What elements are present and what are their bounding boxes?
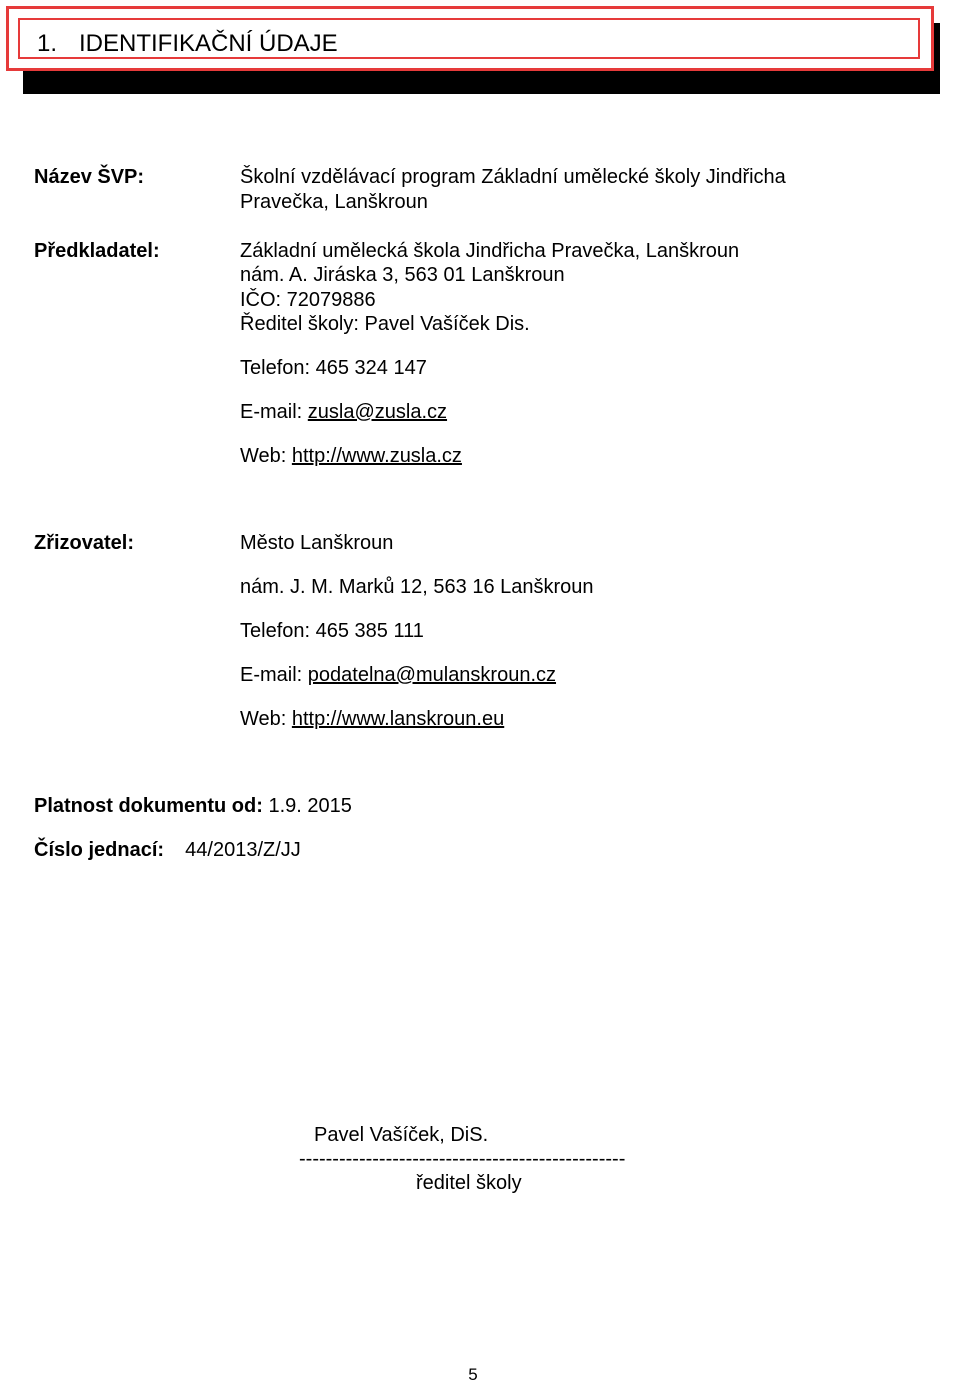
submitter-email-link[interactable]: zusla@zusla.cz bbox=[307, 401, 448, 423]
validity-value: 1.9. 2015 bbox=[268, 795, 352, 817]
submitter-director: Ředitel školy: Pavel Vašíček Dis. bbox=[240, 313, 530, 335]
heading-outer-frame bbox=[6, 6, 934, 71]
submitter-email-row bbox=[240, 400, 447, 424]
reference-label: Číslo jednací: bbox=[34, 839, 165, 861]
signature-role: ředitel školy bbox=[416, 1172, 522, 1194]
heading-number: 1. bbox=[37, 30, 58, 57]
founder-email-label: E-mail: bbox=[240, 664, 308, 686]
svp-value: Školní vzdělávací program Základní umělecké školy Jindřicha Pravečka, Lanškroun bbox=[240, 166, 786, 213]
validity-label: Platnost dokumentu od: bbox=[34, 795, 263, 817]
reference-row bbox=[34, 838, 301, 862]
reference-value: 44/2013/Z/JJ bbox=[185, 839, 301, 861]
submitter-web-label: Web: bbox=[240, 445, 292, 467]
founder-phone: Telefon: 465 385 111 bbox=[240, 620, 424, 642]
founder-email-row bbox=[240, 663, 556, 687]
submitter-web-row bbox=[240, 444, 462, 468]
submitter-web-link[interactable]: http://www.zusla.cz bbox=[291, 445, 462, 467]
submitter-email-label: E-mail: bbox=[240, 401, 308, 423]
submitter-phone: Telefon: 465 324 147 bbox=[240, 357, 427, 379]
section-heading bbox=[6, 6, 942, 96]
signature-line: ------------------------------------------------- bbox=[299, 1148, 626, 1170]
submitter-address: nám. A. Jiráska 3, 563 01 Lanškroun bbox=[240, 264, 565, 286]
founder-web-row bbox=[240, 707, 504, 731]
submitter-name: Základní umělecká škola Jindřicha Pravečka, Lanškroun bbox=[240, 240, 740, 262]
submitter-ico: IČO: 72079886 bbox=[240, 289, 376, 311]
founder-label: Zřizovatel: bbox=[34, 532, 135, 554]
page-number: 5 bbox=[468, 1365, 478, 1384]
heading-text bbox=[37, 29, 338, 59]
founder-name: Město Lanškroun bbox=[240, 532, 394, 554]
heading-title: IDENTIFIKAČNÍ ÚDAJE bbox=[79, 30, 338, 57]
submitter-label: Předkladatel: bbox=[34, 240, 160, 262]
validity-row bbox=[34, 794, 352, 818]
signature-name: Pavel Vašíček, DiS. bbox=[314, 1124, 489, 1146]
svp-label: Název ŠVP: bbox=[34, 166, 145, 188]
founder-address: nám. J. M. Marků 12, 563 16 Lanškroun bbox=[240, 576, 594, 598]
founder-web-link[interactable]: http://www.lanskroun.eu bbox=[291, 708, 505, 730]
founder-email-link[interactable]: podatelna@mulanskroun.cz bbox=[307, 664, 557, 686]
founder-web-label: Web: bbox=[240, 708, 292, 730]
